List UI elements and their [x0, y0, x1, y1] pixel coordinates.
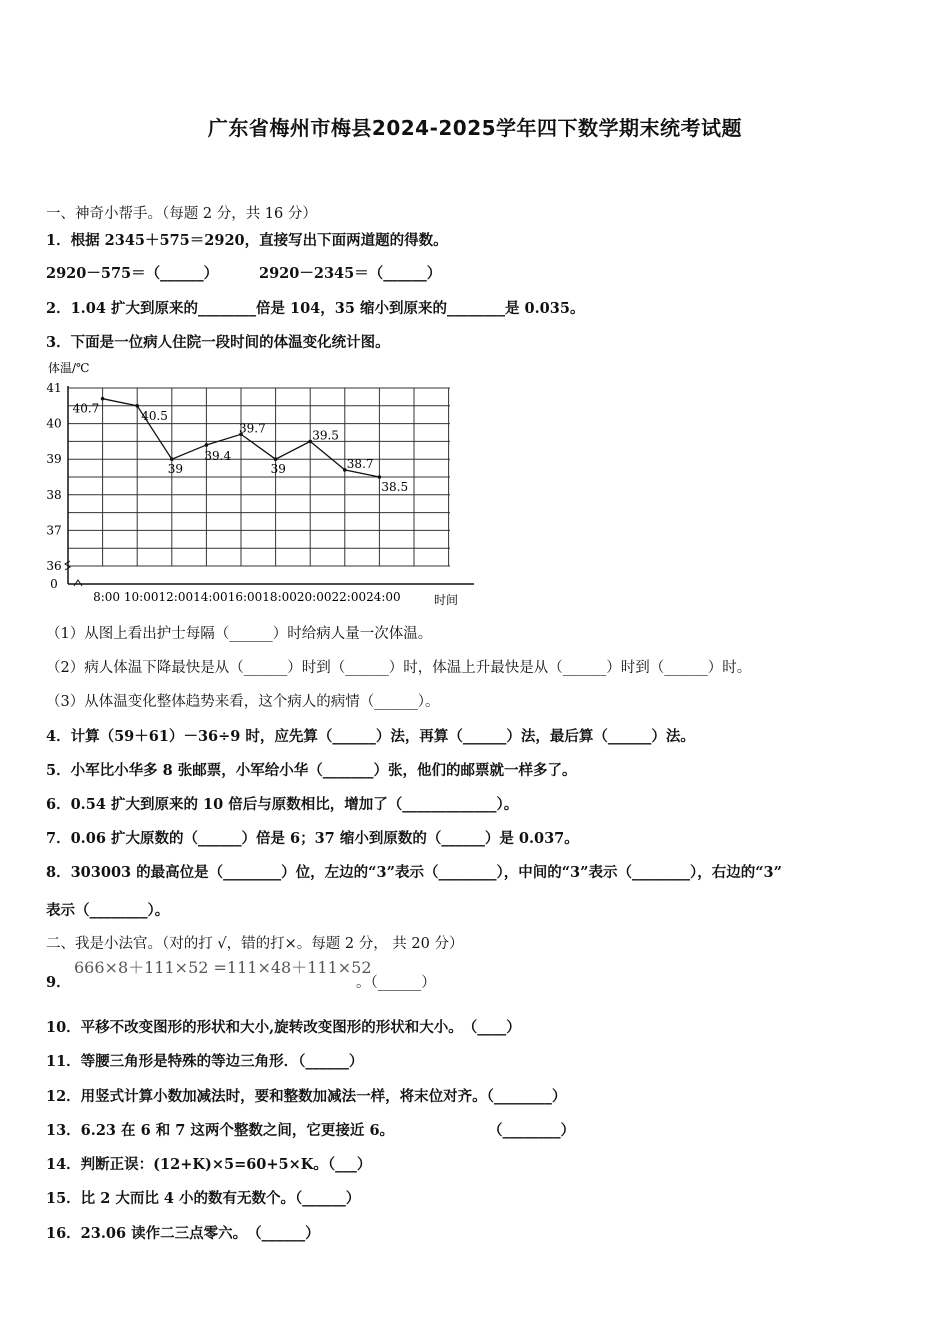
question-3: 3．下面是一位病人住院一段时间的体温变化统计图。 [46, 334, 390, 351]
chart-axes [65, 386, 474, 586]
question-12: 12．用竖式计算小数加减法时，要和整数加减法一样，将末位对齐。（________） [46, 1088, 567, 1105]
x-tick-label: 12:00 [158, 590, 194, 604]
data-label: 40.7 [72, 401, 100, 416]
question-2: 2．1.04 扩大到原来的________倍是 104，35 缩小到原来的________是 0.035。 [46, 300, 585, 317]
page-title: 广东省梅州市梅县2024-2025学年四下数学期末统考试题 [207, 116, 743, 140]
y-tick-label: 37 [46, 523, 62, 538]
data-point [274, 457, 278, 461]
y-tick-label: 39 [46, 452, 62, 467]
question-6: 6．0.54 扩大到原来的 10 倍后与原数相比，增加了（_____________）。 [46, 796, 519, 813]
question-9-answer: 。（______） [356, 975, 436, 991]
data-label: 39.5 [312, 428, 339, 443]
data-label: 38.5 [381, 480, 409, 494]
section-1-heading: 一、神奇小帮手。（每题 2 分，共 16 分） [46, 206, 317, 222]
section-2-heading: 二、我是小法官。（对的打 √，错的打×。每题 2 分， 共 20 分） [46, 936, 464, 952]
question-1: 1．根据 2345＋575＝2920，直接写出下面两道题的得数。 [46, 232, 448, 249]
x-tick-label: 16:00 [227, 590, 263, 604]
data-label: 38.7 [346, 456, 374, 471]
axis-break-mark [74, 580, 82, 586]
x-tick-label: 10:00 [123, 590, 159, 604]
question-11: 11．等腰三角形是特殊的等边三角形．（______） [46, 1053, 364, 1070]
data-point [170, 457, 174, 461]
y-axis-label: 体温/℃ [48, 361, 90, 375]
question-9-formula: 666×8＋111×52 =111×48＋111×52 [74, 958, 372, 977]
question-10: 10．平移不改变图形的形状和大小,旋转改变图形的形状和大小。 （____） [46, 1019, 521, 1036]
x-tick-label: 14:00 [193, 590, 228, 604]
data-label: 39.7 [239, 421, 266, 436]
question-8-line1: 8．303003 的最高位是（________）位，左边的“3”表示（________），中间的“3”表示（________），右边的“3” [46, 864, 782, 881]
question-9-number: 9． [46, 974, 71, 991]
y-tick-label: 38 [46, 487, 62, 502]
x-tick-label: 20:00 [296, 590, 332, 604]
question-3-1: （1）从图上看出护士每隔（______）时给病人量一次体温。 [46, 626, 433, 642]
y-tick-label: 0 [50, 577, 58, 591]
x-tick-label: 8:00 [93, 590, 121, 604]
data-label: 39 [167, 462, 184, 477]
data-label: 39 [270, 462, 286, 477]
question-4: 4．计算（59＋61）－36÷9 时，应先算（______）法，再算（______）法，最后算（______）法。 [46, 728, 695, 745]
question-3-3: （3）从体温变化整体趋势来看，这个病人的病情（______）。 [46, 694, 440, 710]
y-tick-label: 36 [46, 559, 62, 573]
x-tick-label: 22:00 [331, 590, 367, 604]
question-5: 5．小军比小华多 8 张邮票，小军给小华（_______）张，他们的邮票就一样多了。 [46, 762, 577, 779]
data-point [205, 443, 209, 447]
question-8-line2: 表示（________）。 [46, 902, 170, 919]
question-1a: 2920－575＝（______） [46, 265, 219, 282]
chart-grid [68, 388, 450, 566]
question-15: 15．比 2 大而比 4 小的数有无数个。（______） [46, 1190, 361, 1207]
question-7: 7．0.06 扩大原数的（______）倍是 6；37 缩小到原数的（______）是 0.037。 [46, 830, 579, 847]
data-point [378, 475, 382, 479]
question-3-2: （2）病人体温下降最快是从（______）时到（______）时，体温上升最快是从（______）时到（______）时。 [46, 660, 752, 676]
temperature-line-chart [44, 358, 484, 612]
question-13-answer: （________） [488, 1122, 575, 1139]
chart-ticks [46, 381, 400, 604]
y-tick-label: 41 [46, 381, 62, 395]
data-label: 40.5 [141, 408, 168, 423]
data-label: 39.4 [204, 448, 232, 463]
x-tick-label: 18:00 [262, 590, 297, 604]
x-tick-label: 24:00 [366, 590, 401, 604]
data-point [135, 404, 139, 408]
x-axis-label: 时间 [434, 593, 459, 607]
y-tick-label: 40 [46, 416, 62, 431]
question-16: 16．23.06 读作二三点零六。 （______） [46, 1225, 320, 1242]
question-13: 13．6.23 在 6 和 7 这两个整数之间，它更接近 6。 [46, 1122, 395, 1139]
question-1b: 2920－2345＝（______） [259, 265, 442, 282]
chart-series [73, 397, 409, 494]
question-14: 14．判断正误：(12+K)×5=60+5×K。（___） [46, 1156, 372, 1173]
data-point [101, 397, 105, 401]
